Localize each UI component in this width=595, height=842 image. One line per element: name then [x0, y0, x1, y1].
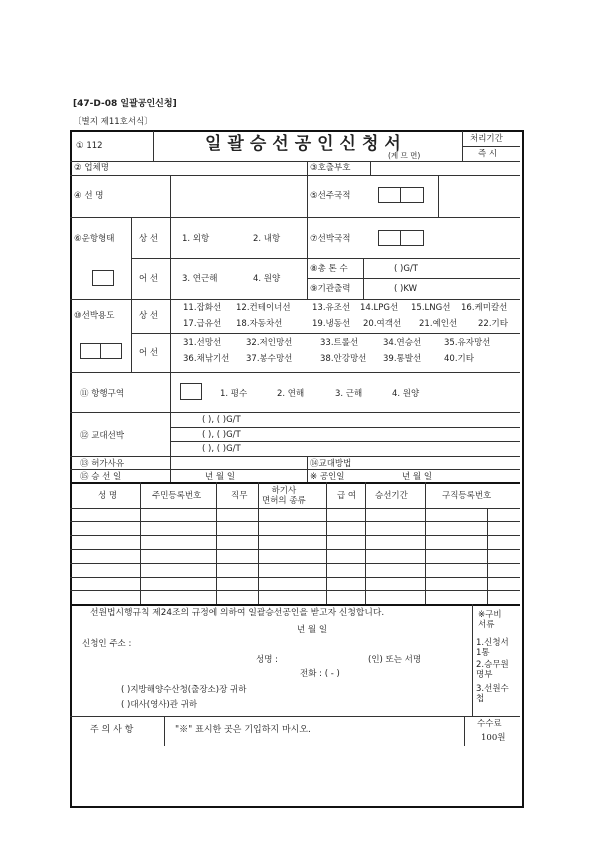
office-embassy: ( )대사(영사)관 귀하	[121, 700, 198, 710]
page-title: 일괄승선공인신청서	[205, 134, 407, 154]
usage-34[interactable]: 34.연승선	[383, 338, 422, 348]
cert-date-value[interactable]: 년 월 일	[402, 472, 433, 482]
opt-domestic[interactable]: 2. 내항	[253, 234, 281, 244]
fee-label: 수수료	[477, 719, 502, 729]
replace-line-1[interactable]: ( ), ( )G/T	[202, 415, 241, 425]
owner-nation-box-1[interactable]	[378, 187, 402, 203]
office-regional: ( )지방해양수산청(출장소)장 귀하	[121, 685, 247, 695]
opt-ocean[interactable]: 4. 원양	[253, 274, 281, 284]
usage-label: ⑩선박용도	[74, 311, 115, 321]
col-license: 하기사 면허의 종류	[262, 486, 306, 507]
usage-merchant-label: 상 선	[139, 311, 159, 321]
doc-item-2: 2.승무원 명부	[476, 660, 509, 681]
voyage-type-box[interactable]	[92, 270, 114, 286]
usage-box-1[interactable]	[80, 343, 102, 359]
owner-nation-label: ⑤선주국적	[310, 191, 351, 201]
usage-22[interactable]: 22.기타	[478, 319, 508, 329]
doc-item-1: 1.신청서 1통	[476, 638, 509, 659]
usage-18[interactable]: 18.자동차선	[236, 319, 283, 329]
applicant-address-label: 신청인 주소 :	[82, 639, 132, 649]
area-box[interactable]	[180, 383, 202, 400]
engine-value[interactable]: ( )KW	[394, 284, 418, 294]
usage-31[interactable]: 31.선망선	[183, 338, 222, 348]
ship-nation-label: ⑦선박국적	[310, 234, 351, 244]
docs-title: ※구비 서류	[478, 610, 502, 631]
usage-14[interactable]: 14.LPG선	[360, 303, 399, 313]
area-opt-4[interactable]: 4. 원양	[392, 389, 420, 399]
col-reg-no: 구직등록번호	[442, 491, 492, 501]
merchant-label: 상 선	[139, 234, 159, 244]
replace-line-3[interactable]: ( ), ( )G/T	[202, 444, 241, 454]
col-name: 성 명	[98, 491, 118, 501]
opt-foreign[interactable]: 1. 외항	[182, 234, 210, 244]
form-code: [47-D-08 일괄공인신청]	[73, 99, 177, 109]
replace-method-label: ⑭교대방법	[310, 459, 352, 469]
call-sign-label: ③호출부호	[310, 163, 351, 173]
opt-coastal[interactable]: 3. 연근해	[182, 274, 218, 284]
ship-name-label: ④ 선 명	[74, 191, 104, 201]
form-number: ① 112	[76, 141, 103, 151]
usage-20[interactable]: 20.여객선	[363, 319, 402, 329]
usage-13[interactable]: 13.유조선	[312, 303, 351, 313]
fee-value: 100원	[481, 733, 506, 743]
col-duty: 직무	[231, 491, 248, 501]
board-date-value[interactable]: 년 월 일	[205, 472, 236, 482]
area-opt-2[interactable]: 2. 연해	[277, 389, 305, 399]
voyage-type-label: ⑥운항형태	[74, 234, 115, 244]
declaration-date[interactable]: 년 월 일	[297, 625, 328, 635]
usage-11[interactable]: 11.잡화선	[183, 303, 222, 313]
usage-15[interactable]: 15.LNG선	[411, 303, 451, 313]
usage-21[interactable]: 21.예인선	[419, 319, 458, 329]
ship-nation-box-1[interactable]	[378, 230, 402, 246]
usage-40[interactable]: 40.기타	[444, 354, 474, 364]
notes-label: 주 의 사 항	[90, 725, 134, 735]
usage-19[interactable]: 19.냉동선	[312, 319, 351, 329]
cert-date-label: ※ 공인일	[310, 472, 345, 482]
usage-37[interactable]: 37.봉수망선	[246, 354, 293, 364]
tonnage-value[interactable]: ( )G/T	[394, 264, 418, 274]
ship-nation-box-2[interactable]	[400, 230, 424, 246]
owner-nation-box-2[interactable]	[400, 187, 424, 203]
annex-label: 〔별지 제11호서식〕	[73, 117, 153, 127]
usage-39[interactable]: 39.통발선	[383, 354, 422, 364]
usage-36[interactable]: 36.채낚기선	[183, 354, 230, 364]
declaration-text: 선원법시행규칙 제24조의 규정에 의하여 일괄승선공인을 받고자 신청합니다.	[90, 608, 385, 618]
replace-line-2[interactable]: ( ), ( )G/T	[202, 430, 241, 440]
board-date-label: ⑮ 승 선 일	[80, 472, 122, 482]
permit-reason-label: ⑬ 허가사유	[80, 459, 125, 469]
phone-label: 전화 : ( - )	[300, 669, 340, 679]
company-label: ② 업체명	[74, 163, 109, 173]
notes-text: "※" 표시한 곳은 기입하지 마시오.	[175, 725, 311, 735]
usage-35[interactable]: 35.유자망선	[444, 338, 491, 348]
area-opt-1[interactable]: 1. 평수	[220, 389, 248, 399]
area-label: ⑪ 항행구역	[80, 389, 125, 399]
col-id: 주민등록번호	[152, 491, 202, 501]
usage-33[interactable]: 33.트롤선	[320, 338, 359, 348]
area-opt-3[interactable]: 3. 근해	[335, 389, 363, 399]
col-period: 승선기간	[375, 491, 408, 501]
tonnage-label: ⑧총 톤 수	[310, 264, 348, 274]
usage-38[interactable]: 38.안강망선	[320, 354, 367, 364]
usage-32[interactable]: 32.저인망선	[246, 338, 293, 348]
proc-period-label: 처리기간	[470, 134, 503, 144]
usage-12[interactable]: 12.컨테이너선	[236, 303, 291, 313]
usage-17[interactable]: 17.급유선	[183, 319, 222, 329]
col-salary: 급 여	[337, 491, 357, 501]
usage-fishing-label: 어 선	[139, 348, 159, 358]
usage-16[interactable]: 16.케미칼선	[461, 303, 508, 313]
proc-period-value: 즉 시	[478, 149, 498, 159]
engine-label: ⑨기관출력	[310, 284, 351, 294]
seal-or-signature: (인) 또는 서명	[368, 655, 422, 665]
fishing-label: 어 선	[139, 274, 159, 284]
page-subtitle: (계 므 면)	[388, 151, 421, 160]
replace-ship-label: ⑫ 교대선박	[80, 431, 125, 441]
doc-item-3: 3.선원수 첩	[476, 684, 509, 705]
applicant-name-label: 성명 :	[256, 655, 278, 665]
usage-box-2[interactable]	[100, 343, 122, 359]
